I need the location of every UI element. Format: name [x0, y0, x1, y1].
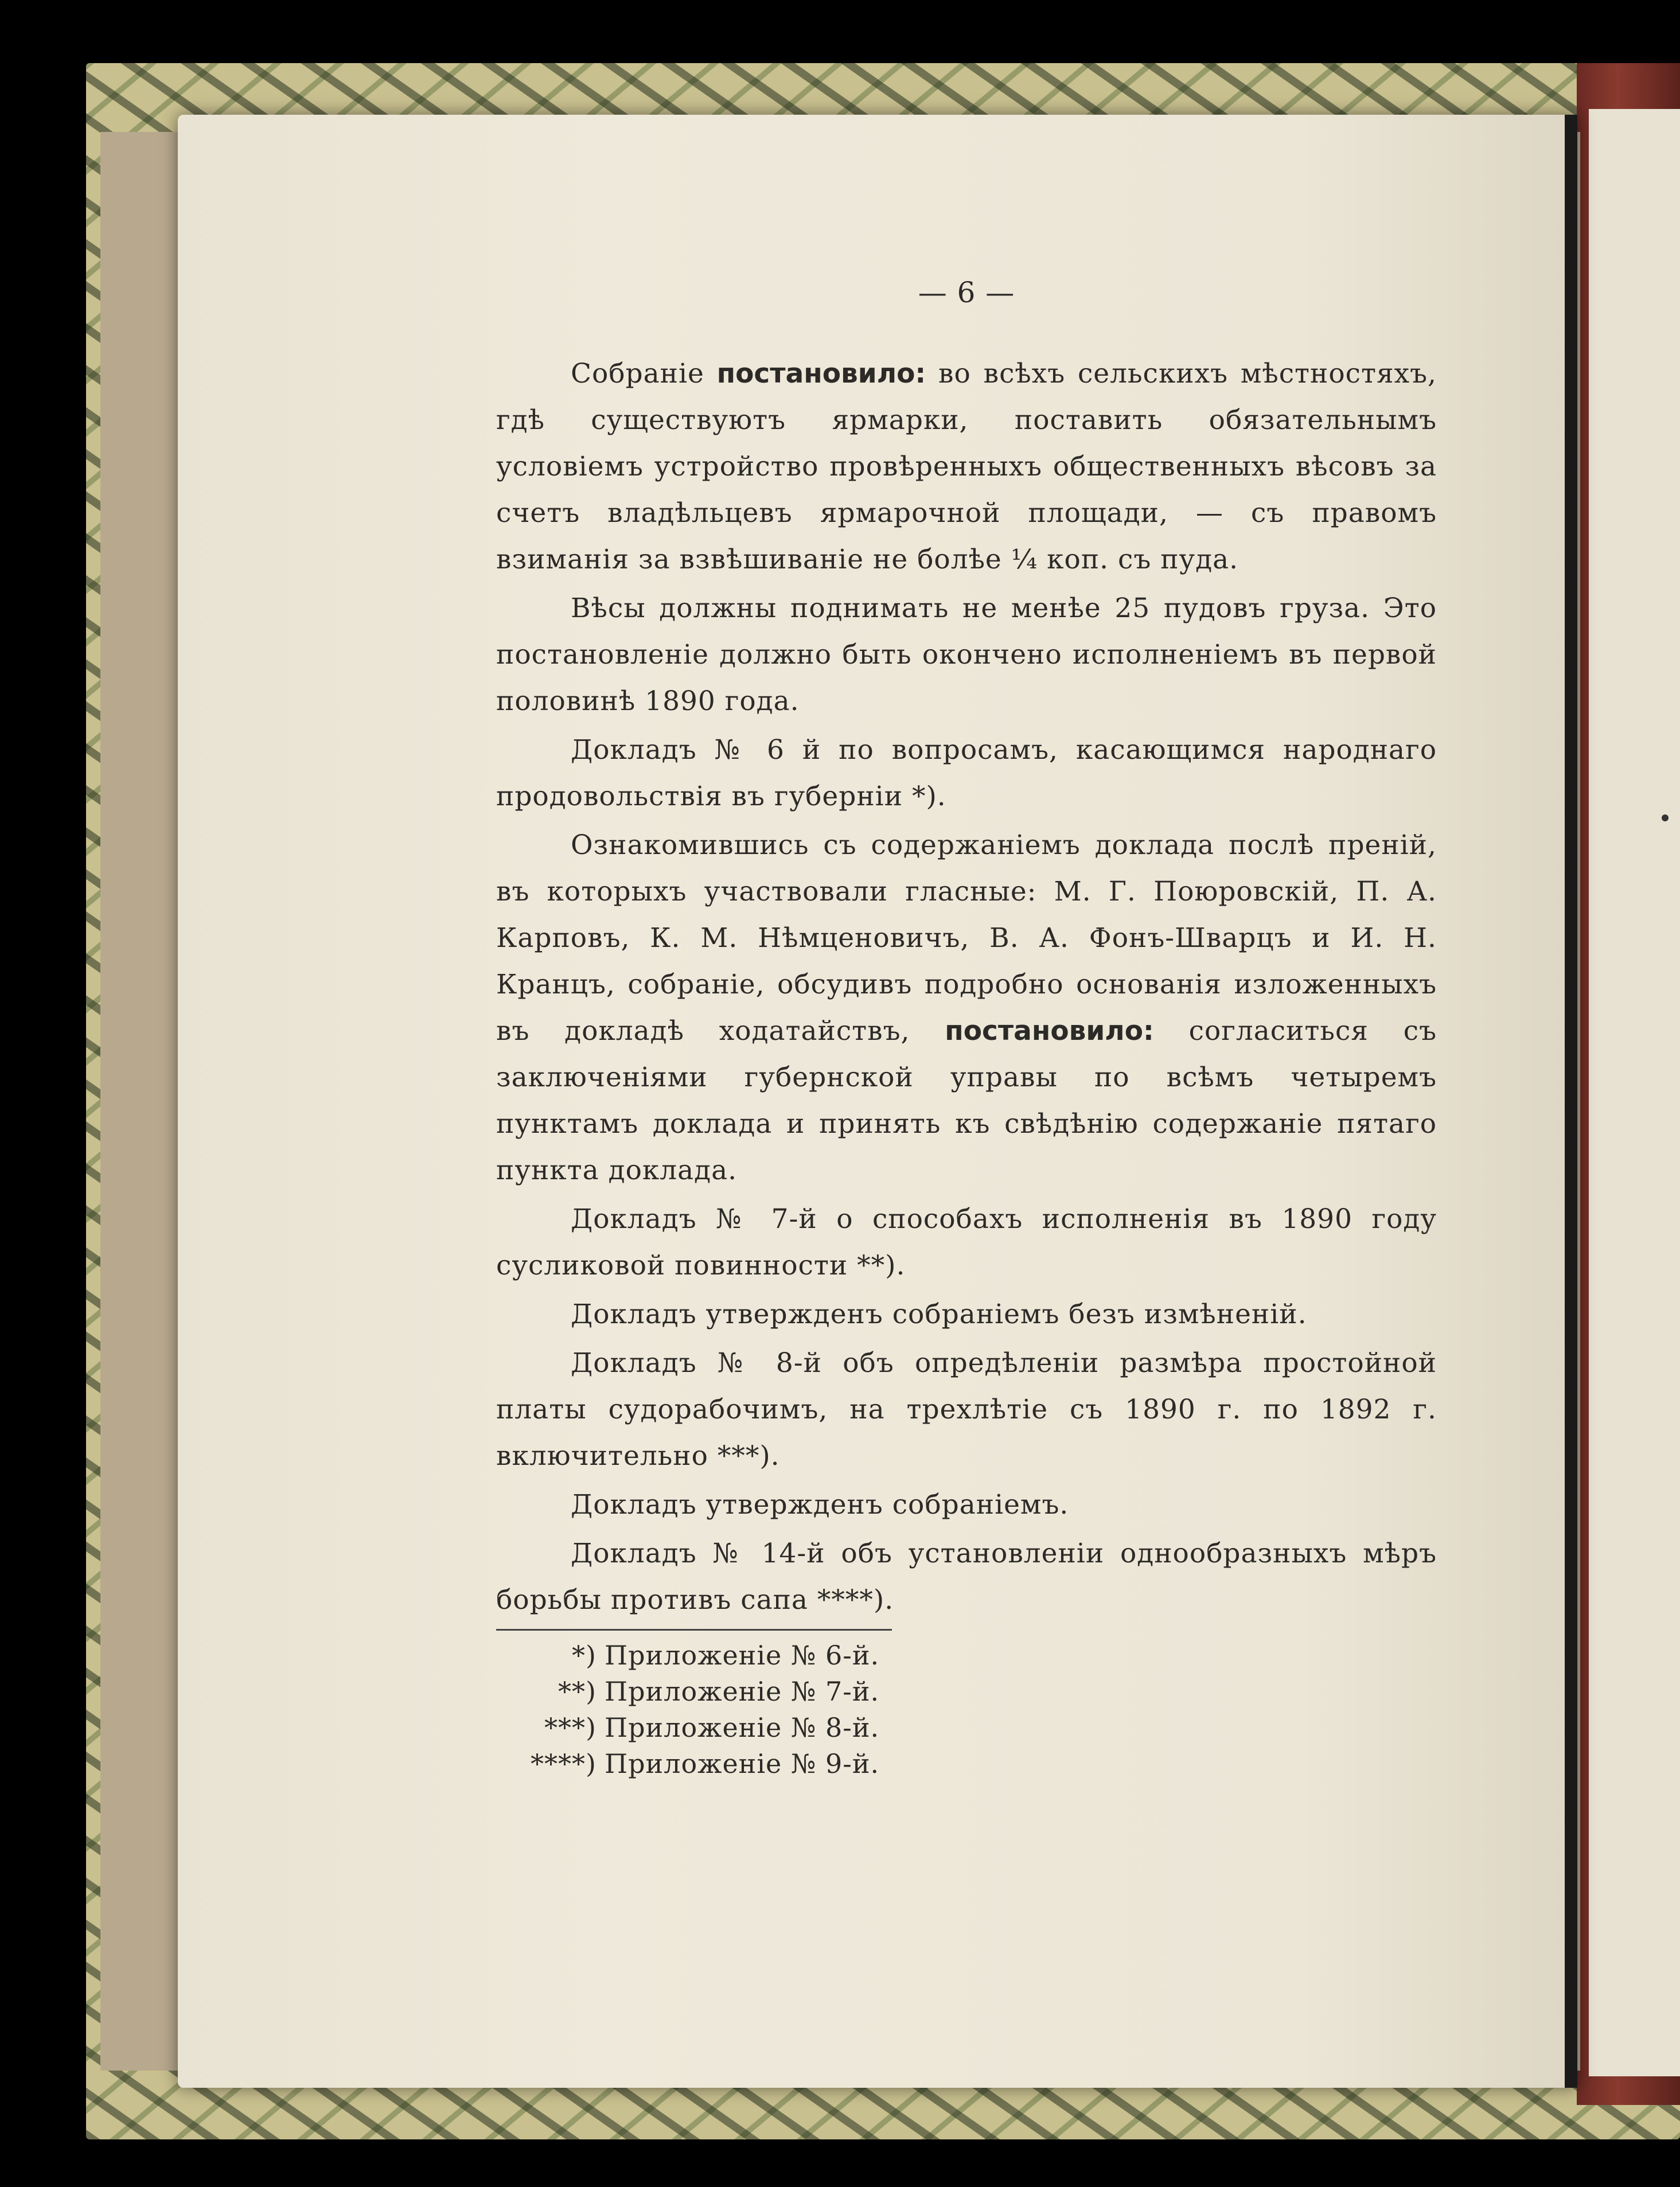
page-gutter	[1565, 115, 1577, 2088]
footnote-separator	[496, 1629, 892, 1631]
footnote: *) Приложеніе № 6-й.	[572, 1640, 880, 1671]
footnote: ****) Приложеніе № 9-й.	[531, 1748, 880, 1779]
paragraph-9: Докладъ № 14-й объ установленіи однообразныхъ мѣръ борьбы противъ сапа ****).	[496, 1538, 1437, 1616]
footnotes	[496, 1638, 1437, 1782]
page-number: — 6 —	[918, 276, 1015, 309]
page-dot	[1662, 814, 1669, 821]
paragraph-7: Докладъ № 8-й объ опредѣленіи размѣра простойной платы судорабочимъ, на трехлѣтіе съ 1890 г. по 1892 г. включительно ***).	[496, 1347, 1437, 1472]
paragraph-5: Докладъ № 7-й о способахъ исполненія въ 1890 году сусликовой повинности **).	[496, 1203, 1437, 1281]
next-page-edge	[1589, 109, 1680, 2076]
footnote: **) Приложеніе № 7-й.	[558, 1676, 880, 1707]
paragraph-6: Докладъ утвержденъ собраніемъ безъ измѣненій.	[571, 1299, 1307, 1330]
footnote: ***) Приложеніе № 8-й.	[544, 1712, 880, 1743]
paragraph-4: Ознакомившись съ содержаніемъ доклада послѣ преній, въ которыхъ участвовали гласные: М. Г. Поюровскій, П. А. Карповъ, К. М. Нѣмценовичъ, В. А. Фонъ-Шварцъ и И. Н. Кранцъ, собраніе, обсудивъ подробно основанія изложенныхъ въ докладѣ ходатайствъ, постановило: согласиться съ заключеніями губернской управы по всѣмъ четыремъ пунктамъ доклада и принять къ свѣдѣнію содержаніе пятаго пункта доклада.	[496, 829, 1437, 1186]
paragraph-3: Докладъ № 6 й по вопросамъ, касающимся народнаго продовольствія въ губерніи *).	[496, 734, 1437, 812]
paragraph-8: Докладъ утвержденъ собраніемъ.	[571, 1489, 1069, 1521]
page-text	[496, 270, 1437, 1782]
paragraph-1: Собраніе постановило: во всѣхъ сельскихъ мѣстностяхъ, гдѣ существуютъ ярмарки, поставить обязательнымъ условіемъ устройство провѣренныхъ общественныхъ вѣсовъ за счетъ владѣльцевъ ярмарочной площади, — съ правомъ взиманія за взвѣшиваніе не болѣе ¼ коп. съ пуда.	[496, 358, 1437, 575]
paragraph-2: Вѣсы должны поднимать не менѣе 25 пудовъ груза. Это постановленіе должно быть окончено исполненіемъ въ первой половинѣ 1890 года.	[496, 592, 1437, 717]
